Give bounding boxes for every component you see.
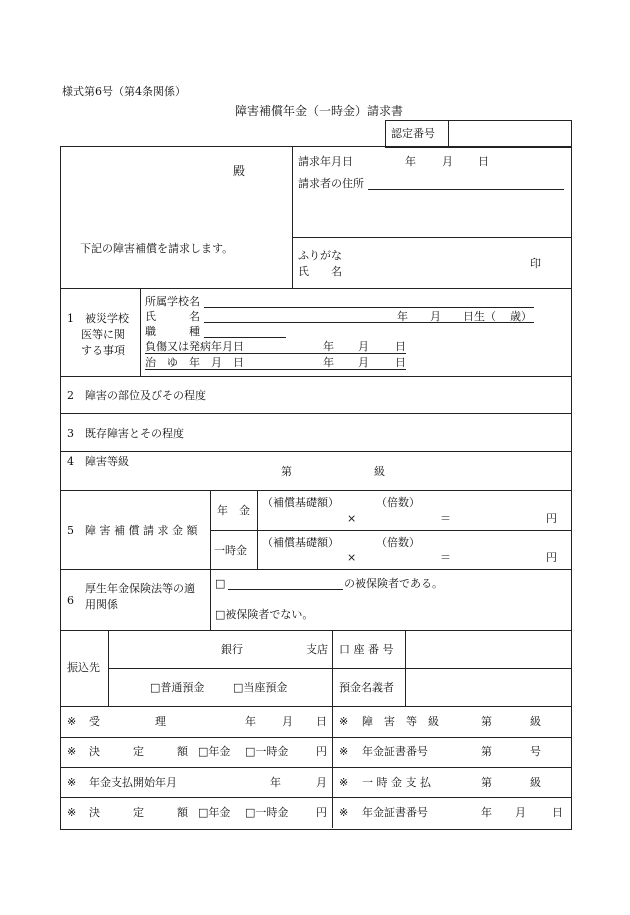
cure-year: 年	[323, 356, 334, 369]
cert2-month: 月	[515, 806, 526, 819]
account-no-label: 口 座 番 号	[339, 643, 394, 656]
name-line[interactable]	[204, 322, 534, 323]
birth-day: 日生（	[463, 310, 496, 323]
row-ichiji-yen: 円	[546, 551, 557, 564]
bank-label: 銀行	[221, 643, 243, 656]
section3-label: 3 既存障害とその程度	[67, 427, 184, 440]
birth-age: 歳）	[510, 310, 532, 323]
nintei-field[interactable]	[451, 125, 568, 143]
injury-line[interactable]	[145, 353, 406, 354]
seikyu-month: 月	[442, 155, 453, 168]
injury-month: 月	[358, 340, 369, 353]
nintei-label: 認定番号	[391, 127, 435, 140]
school-line[interactable]	[204, 307, 534, 308]
opt2-checkbox[interactable]: □被保険者でない。	[215, 608, 314, 621]
office-mark: ※	[67, 806, 77, 819]
lump-sum-label: 一 時 金 支 払	[362, 776, 431, 789]
seikyu-year: 年	[405, 155, 416, 168]
kettei2-ichiji-checkbox[interactable]: □一時金	[245, 806, 289, 819]
cure-month: 月	[358, 356, 369, 369]
cert-dai: 第	[481, 745, 492, 758]
kettei-nenkin-checkbox[interactable]: □年金	[198, 745, 231, 758]
row-ichiji-base: （補償基礎額）	[262, 536, 339, 549]
row-nenkin-times: ×	[347, 512, 357, 525]
section4-label: 4 障害等級	[67, 455, 129, 468]
office-mark: ※	[67, 715, 77, 728]
opt1-suffix: の被保険者である。	[344, 577, 443, 590]
row-ichiji-eq: ＝	[440, 551, 451, 564]
row-ichiji-type: 一時金	[214, 544, 247, 557]
section1-label: 1 被災学校 医等に関 する事項	[67, 312, 129, 357]
name-label: 氏 名	[145, 310, 200, 323]
statement: 下記の障害補償を請求します。	[80, 242, 234, 255]
office-mark: ※	[339, 715, 349, 728]
grade-dai2: 第	[481, 715, 492, 728]
kettei2-yen: 円	[316, 806, 327, 819]
cure-line[interactable]	[145, 369, 406, 370]
section6-label: 厚生年金保険法等の適 用関係	[85, 582, 195, 611]
kettei2-nenkin-checkbox[interactable]: □年金	[198, 806, 231, 819]
office-mark: ※	[339, 806, 349, 819]
section2-label: 2 障害の部位及びその程度	[67, 389, 206, 402]
lump-dai: 第	[481, 776, 492, 789]
seikyu-day: 日	[478, 155, 489, 168]
lump-kyu: 級	[530, 776, 541, 789]
pension-cert-label-2: 年金証書番号	[362, 806, 428, 819]
office-mark: ※	[67, 745, 77, 758]
row-ichiji-times: ×	[347, 551, 357, 564]
grade-label: 障 害 等 級	[362, 715, 439, 728]
seal-mark: 印	[530, 257, 541, 270]
juri-day: 日	[316, 715, 327, 728]
office-mark: ※	[339, 745, 349, 758]
cure-day: 日	[395, 356, 406, 369]
injury-label: 負傷又は発病年月日	[145, 340, 244, 353]
payment-year: 年	[270, 776, 281, 789]
cert2-year: 年	[481, 806, 492, 819]
kettei-label-2: 決 定 額	[89, 806, 188, 819]
payment-month: 月	[316, 776, 327, 789]
job-label: 職 種	[145, 325, 200, 338]
cure-label: 治 ゆ 年 月 日	[145, 356, 244, 369]
shimei-label: 氏 名	[298, 265, 342, 278]
injury-year: 年	[323, 340, 334, 353]
injury-day: 日	[395, 340, 406, 353]
form-id: 様式第6号（第4条関係）	[62, 85, 186, 98]
job-line[interactable]	[204, 337, 286, 338]
transfer-label: 振込先	[67, 661, 100, 674]
address-line[interactable]	[368, 189, 564, 190]
grade-kyu2: 級	[530, 715, 541, 728]
kettei-ichiji-checkbox[interactable]: □一時金	[245, 745, 289, 758]
row-nenkin-type: 年 金	[217, 504, 250, 517]
juri-year: 年	[245, 715, 256, 728]
kettei-label: 決 定 額	[89, 745, 188, 758]
pension-cert-label: 年金証書番号	[362, 745, 428, 758]
office-mark: ※	[339, 776, 349, 789]
birth-month: 月	[430, 310, 441, 323]
office-mark: ※	[67, 776, 77, 789]
furigana-label: ふりがな	[298, 249, 342, 262]
row-nenkin-eq: ＝	[440, 512, 451, 525]
section5-label: 5 障 害 補 償 請 求 金 額	[67, 524, 198, 537]
section6-num: 6	[67, 594, 74, 607]
cert2-day: 日	[552, 806, 563, 819]
opt1-checkbox[interactable]: □	[215, 577, 226, 590]
branch-label: 支店	[306, 643, 328, 656]
toza-checkbox[interactable]: □当座預金	[233, 681, 288, 694]
kettei-yen: 円	[316, 745, 327, 758]
insurer-line[interactable]	[228, 589, 343, 590]
dono: 殿	[233, 164, 246, 178]
grade-kyu: 級	[374, 465, 385, 478]
row-ichiji-mult: （倍数）	[376, 536, 420, 549]
address-label: 請求者の住所	[298, 177, 364, 190]
juri-label: 受 理	[89, 715, 166, 728]
meigi-label: 預金名義者	[339, 681, 394, 694]
futsu-checkbox[interactable]: □普通預金	[150, 681, 205, 694]
row-nenkin-yen: 円	[546, 512, 557, 525]
school-label: 所属学校名	[145, 295, 200, 308]
row-nenkin-base: （補償基礎額）	[262, 496, 339, 509]
grade-dai: 第	[281, 465, 292, 478]
juri-month: 月	[282, 715, 293, 728]
row-nenkin-mult: （倍数）	[376, 496, 420, 509]
birth-year: 年	[397, 310, 408, 323]
cert-go: 号	[530, 745, 541, 758]
payment-start-label: 年金支払開始年月	[89, 776, 177, 789]
seikyu-date-label: 請求年月日	[298, 155, 353, 168]
form-title: 障害補償年金（一時金）請求書	[235, 104, 404, 118]
